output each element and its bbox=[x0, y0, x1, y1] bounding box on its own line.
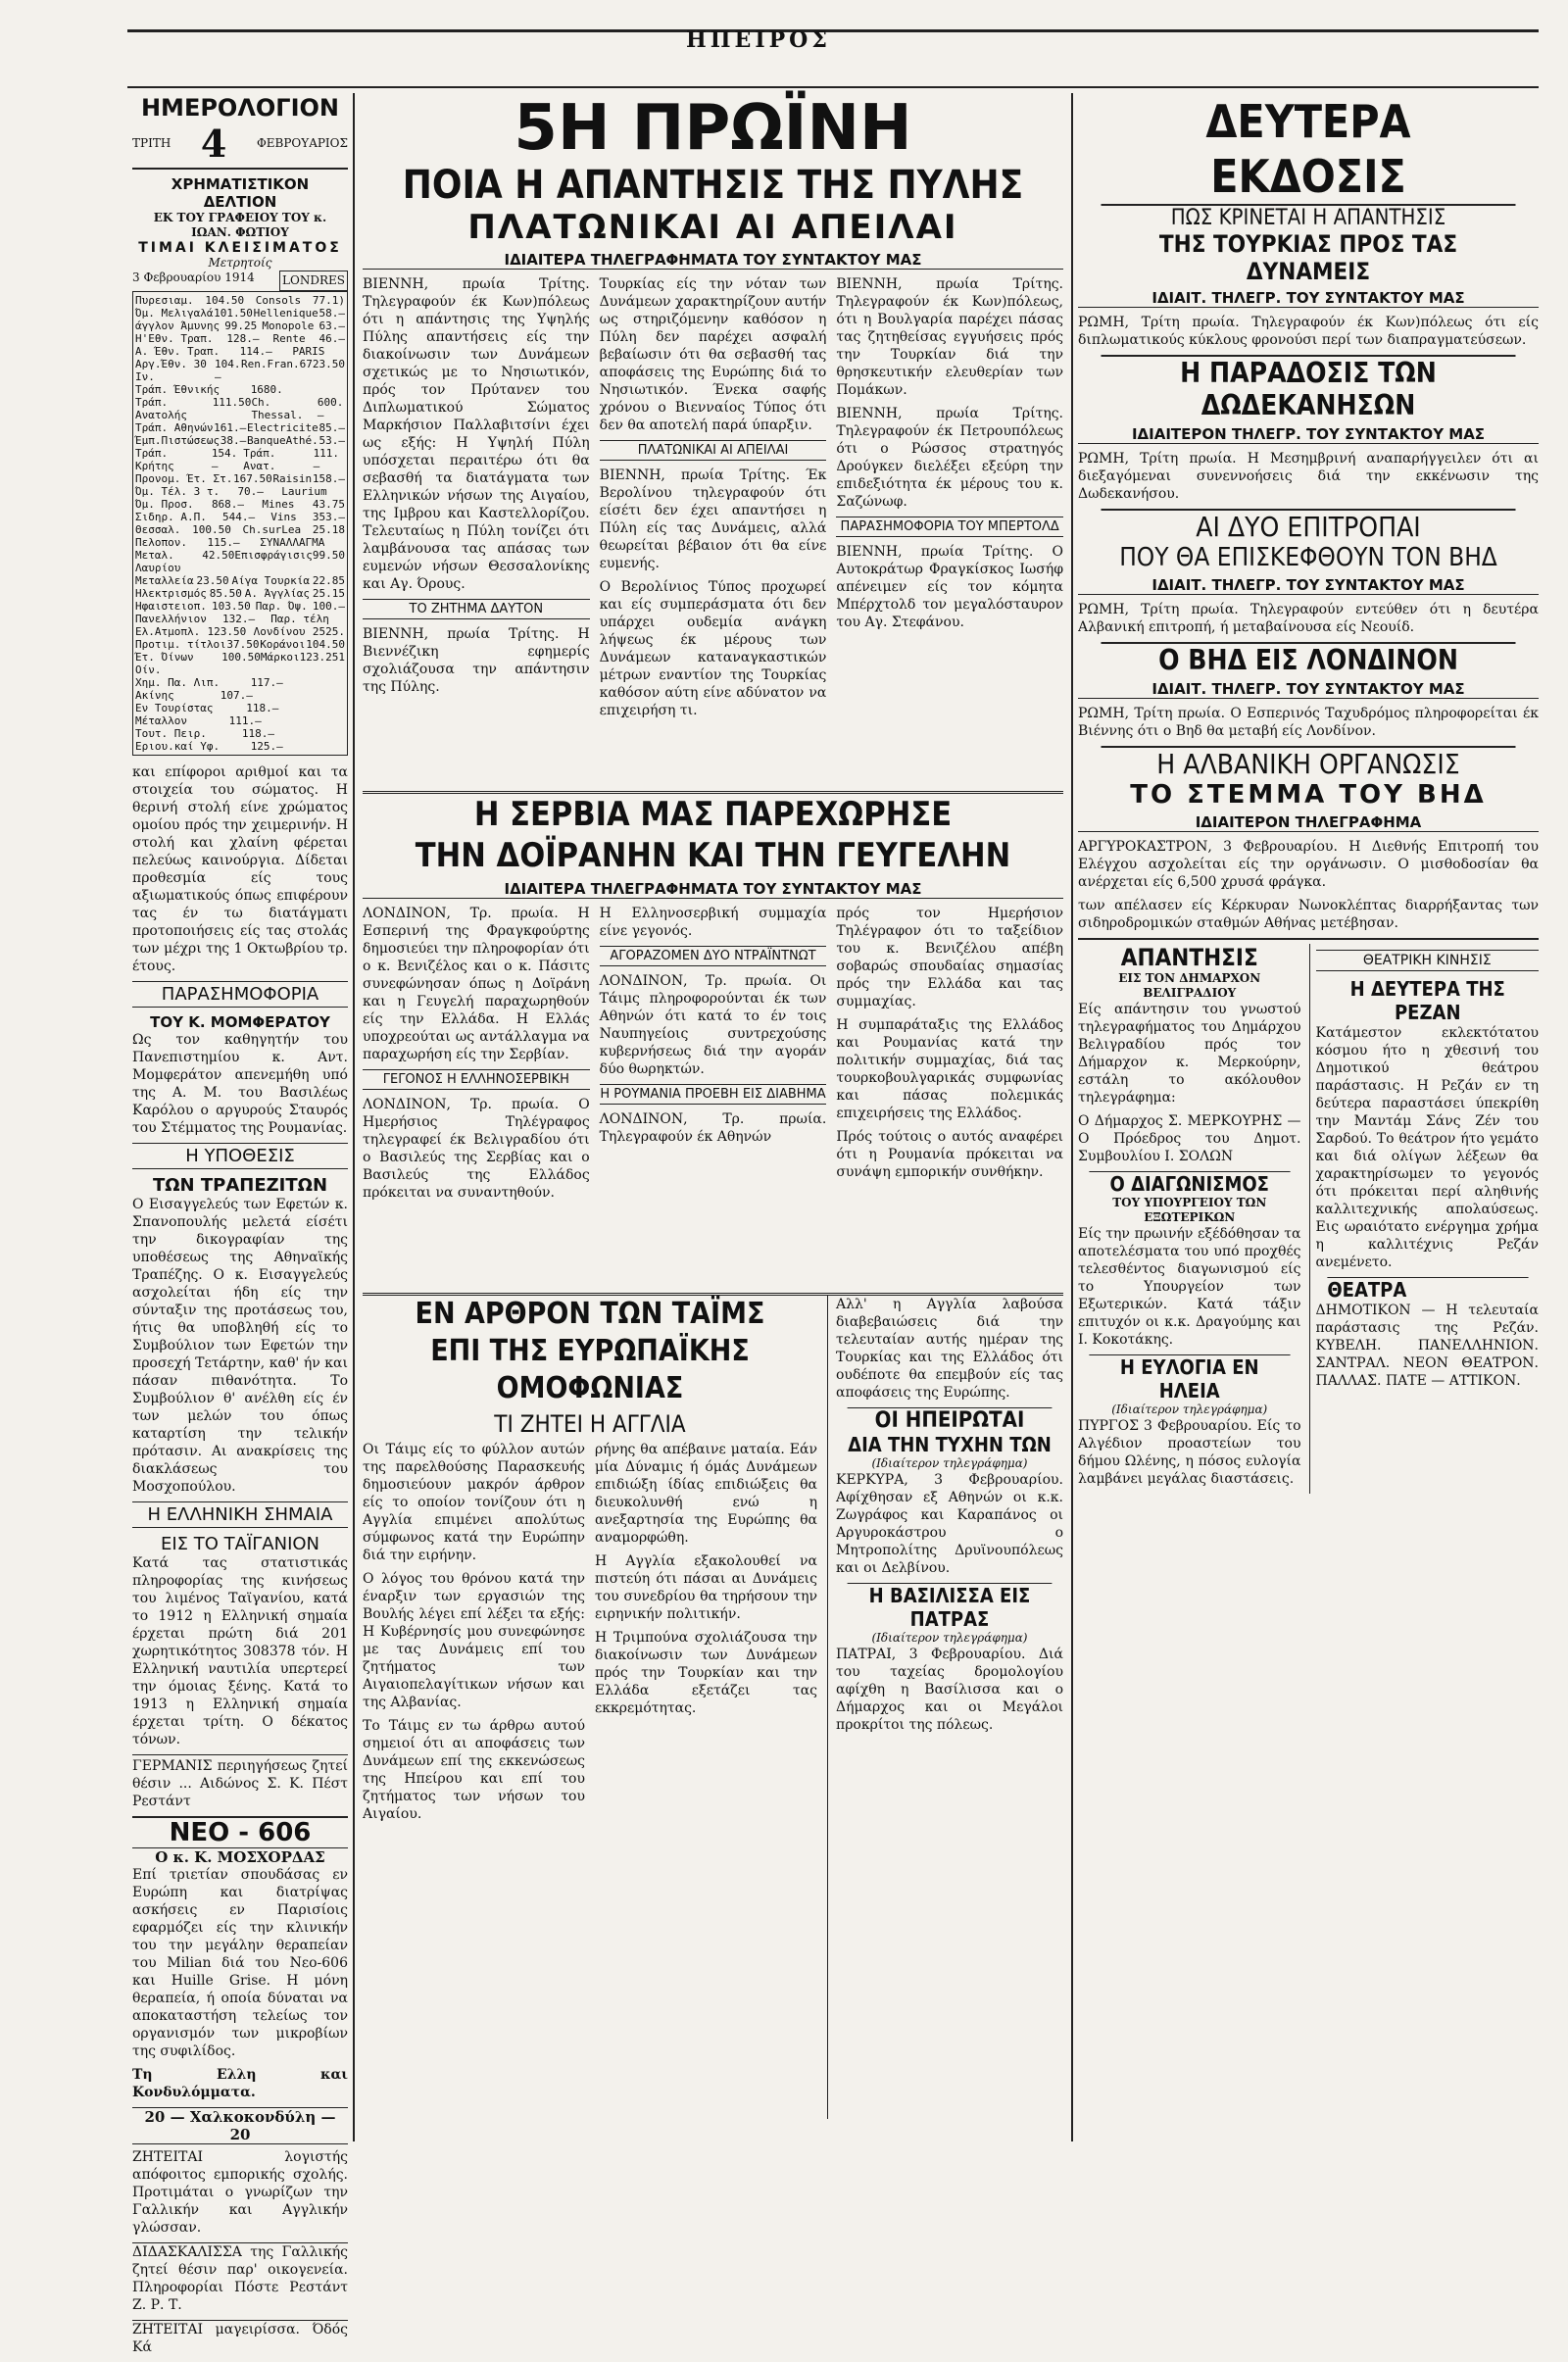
times-subheadline: ΕΠΙ ΤΗΣ ΕΥΡΩΠΑΪΚΗΣ ΟΜΟΦΩΝΙΑΣ bbox=[430, 1334, 750, 1405]
rate-cell: 2525. bbox=[312, 625, 345, 638]
pyle-col-2 bbox=[600, 275, 827, 785]
rate-cell: Raisin bbox=[272, 472, 313, 485]
rate-cell: Τουτ. Πειρ. bbox=[135, 727, 207, 740]
rate-cell: Πελοπον. bbox=[135, 536, 187, 549]
rate-cell: 103.50 bbox=[211, 600, 251, 613]
epirotes-text: ΚΕΡΚΥΡΑ, 3 Φεβρουαρίου. Αφίχθησαν εξ Αθηνών οι κ.κ. Ζωγράφος και Καραπάνος οι Αργυροκάστρου ο Μητροπολίτης Δρυϊνουπόλεως και οι Δελβίνου. bbox=[836, 1472, 1063, 1576]
dodecanese-text: ΡΩΜΗ, Τρίτη πρωία. Η Μεσημβρινή αναπαρήγγειλεν ότι αι διεξαγόμεναι συνεννοήσεις διά την εκκένωσιν της Δωδεκανήσου. bbox=[1078, 451, 1539, 502]
pyle-col2-text2: ΒΙΕΝΝΗ, πρωία Τρίτης. Έκ Βερολίνου τηλεγραφούν ότι είσέτι δεν έχει απαντήσει η Πύλη είς τας Δυνάμεις, αλλά θεωρείται βέβαιον ότι θα είνε ευμενής. bbox=[599, 467, 827, 571]
german-ad: ΓΕΡΜΑΝΙΣ περιηγήσεως ζητεί θέσιν ... Αιδώνος Σ. Κ. Πέστ Ρεστάντ bbox=[132, 1754, 348, 1810]
rate-cell: 85.50 bbox=[209, 587, 242, 600]
pyle-headline: ΠΟΙΑ Η ΑΠΑΝΤΗΣΙΣ ΤΗΣ ΠΥΛΗΣ bbox=[402, 163, 1024, 208]
calendar-month: ΦΕΒΡΟΥΑΡΙΟΣ bbox=[256, 136, 348, 150]
rate-cell: 63.— bbox=[318, 320, 345, 332]
rate-cell: 38.— bbox=[220, 434, 247, 447]
rate-cell: Η'Εθν. Τραπ. bbox=[135, 332, 214, 345]
turkey-text: ΡΩΜΗ, Τρίτη πρωία. Τηλεγραφούν έκ Κων)πόλεως ότι είς διπλωματικούς κύκλους φρονούσι περί των διαπραγματεύσεων. bbox=[1078, 315, 1539, 348]
rate-row bbox=[135, 294, 345, 307]
rate-row bbox=[135, 574, 345, 587]
committees-text: ΡΩΜΗ, Τρίτη πρωία. Τηλεγραφούν εντεύθεν ότι η δευτέρα Αλβανική επιτροπή, ή μεταβαίνουσα είς Νεουίδ. bbox=[1078, 602, 1539, 635]
pyle-col-3 bbox=[836, 275, 1063, 785]
rate-cell: Vins bbox=[270, 511, 297, 523]
uniform-text: και επίφοροι αριθμοί και τα στοιχεία του σώματος. Η θερινή στολή είνε χρώματος ομοίου πρός την χειμερινήν. Η στολή και χλαίνη φέρεται πελεύως καινούργια. Δίδεται προθεσμία είς τους αξιωματικούς όπως επιφέρουν τας έν τω διατάγματι προτοποιήσεις είς τας στολάς των μέχρι της 1 Οκτωβρίου τρ. έτους. bbox=[132, 764, 348, 974]
rate-row bbox=[135, 485, 345, 498]
queen-note: (Ιδιαίτερον τηλεγράφημα) bbox=[871, 1631, 1028, 1645]
albanian-text2: των απέλασεν είς Κέρκυραν Νωνοκλέπτας διαρρήξαντας των σιδηροδρομικών σταθμών Αθήνας μετέβησαν. bbox=[1078, 898, 1539, 931]
rate-cell: Όμ. Τέλ. 3 τ. bbox=[135, 485, 220, 498]
rate-cell: 104.— bbox=[215, 358, 241, 383]
rate-row bbox=[135, 447, 345, 472]
rate-cell: Κοράνοι bbox=[260, 638, 306, 651]
rate-cell: Α. Έθν. Τραπ. bbox=[135, 345, 220, 358]
pyle-subheadline: ΠΛΑΤΩΝΙΚΑΙ ΑΙ ΑΠΕΙΛΑΙ bbox=[467, 208, 958, 247]
rate-cell: 600.— bbox=[317, 396, 344, 421]
rate-cell: Αίγα Τουρκία bbox=[231, 574, 310, 587]
rate-cell: 58.— bbox=[318, 307, 345, 320]
smallpox-title: Η ΕΥΛΟΓΙΑ ΕΝ ΗΛΕΙΑ bbox=[1089, 1354, 1290, 1402]
contest-title: Ο ΔΙΑΓΩΝΙΣΜΟΣ bbox=[1089, 1171, 1290, 1196]
rate-cell: Ακίνης bbox=[135, 689, 174, 702]
rate-cell: Σιδηρ. Α.Π. bbox=[135, 511, 207, 523]
rate-cell: Επισφράγισις bbox=[234, 549, 313, 562]
rate-cell: 70.— bbox=[237, 485, 264, 498]
exchange-place: Μετρητοίς bbox=[208, 256, 272, 270]
lower-right bbox=[1078, 938, 1539, 1494]
rate-cell: Προτιμ. τίτλοι bbox=[135, 638, 226, 651]
rate-cell: 1680. bbox=[250, 383, 283, 396]
rate-row bbox=[135, 676, 345, 689]
pyle-columns bbox=[363, 275, 1063, 785]
albanian-org-title: Η ΑΛΒΑΝΙΚΗ ΟΡΓΑΝΩΣΙΣ bbox=[1102, 746, 1516, 780]
top-strip bbox=[127, 0, 1539, 32]
rate-row bbox=[135, 536, 345, 549]
wanted-teacher: ΔΙΔΑΣΚΑΛΙΣΣΑ της Γαλλικής ζητεί θέσιν παρ' οικογενεία. Πληροφορίαι Πόστε Ρεστάντ Ζ. Ρ. Τ. bbox=[132, 2244, 348, 2313]
wied-london-title: Ο ΒΗΔ ΕΙΣ ΛΟΝΔΙΝΟΝ bbox=[1102, 642, 1516, 676]
times-question: ΤΙ ΖΗΤΕΙ Η ΑΓΓΛΙΑ bbox=[494, 1410, 686, 1438]
rate-cell: Ηφαιστειοπ. bbox=[135, 600, 207, 613]
pyle-col3-text3: ΒΙΕΝΝΗ, πρωία Τρίτης. Ο Αυτοκράτωρ Φραγκίσκος Ιωσήφ απένειμεν είς τον κόμητα Μπέρχτολδ τον μεγαλόσταυρον του Αγ. Στεφάνου. bbox=[836, 544, 1063, 630]
rate-cell: 115.— bbox=[207, 536, 240, 549]
theatres-title: ΘΕΑΤΡΑ bbox=[1327, 1277, 1528, 1302]
rate-cell: Μεταλ. Λαυρίου bbox=[135, 549, 181, 574]
wanted-accountant: ΖΗΤΕΙΤΑΙ λογιστής απόφοιτος εμπορικής σχολής. Προτιμάται ο γνωρίζων την Γαλλικήν και Αγγλικήν γλώσσαν. bbox=[132, 2149, 348, 2236]
theatre-news-title: ΘΕΑΤΡΙΚΗ ΚΙΝΗΣΙΣ bbox=[1316, 950, 1540, 971]
neo606-doctor: Ο κ. Κ. ΜΟΣΧΟΡΔΑΣ bbox=[155, 1848, 325, 1866]
flag-title: Η ΕΛΛΗΝΙΚΗ ΣΗΜΑΙΑ bbox=[132, 1501, 348, 1528]
rate-cell: 117.— bbox=[250, 676, 283, 689]
rate-row bbox=[135, 638, 345, 651]
pyle-tele-title: ΙΔΙΑΙΤΕΡΑ ΤΗΛΕΓΡΑΦΗΜΑΤΑ ΤΟΥ ΣΥΝΤΑΚΤΟΥ ΜΑΣ bbox=[363, 251, 1063, 270]
rate-row bbox=[135, 358, 345, 383]
rate-cell: άγγλον Άμυνης bbox=[135, 320, 220, 332]
lower-right-right bbox=[1309, 944, 1540, 1494]
rate-cell: ΣΥΝΑΛΛΑΓΜΑ bbox=[260, 536, 325, 549]
edition-title: 5Η ΠΡΩΪΝΗ bbox=[514, 92, 912, 165]
rate-cell: Όμ. Μελιγαλά bbox=[135, 307, 214, 320]
queen-text: ΠΑΤΡΑΙ, 3 Φεβρουαρίου. Διά του ταχείας δρομολογίου αφίχθη η Βασίλισσα και ο Δήμαρχος και οι Μεγάλοι προκρίτοι της πόλεως. bbox=[836, 1647, 1063, 1733]
rejane-title: Η ΔΕΥΤΕΡΑ ΤΗΣ ΡΕΖΑΝ bbox=[1349, 977, 1505, 1024]
rate-cell: 43.75 bbox=[312, 498, 345, 511]
rate-row bbox=[135, 307, 345, 320]
times-col-2 bbox=[595, 1441, 817, 2146]
column-rule bbox=[353, 93, 355, 2141]
dodecanese-tele-title: ΙΔΙΑΙΤΕΡΟΝ ΤΗΛΕΓΡ. ΤΟΥ ΣΥΝΤΑΚΤΟΥ ΜΑΣ bbox=[1078, 425, 1539, 444]
bankers-case-title: Η ΥΠΟΘΕΣΙΣ bbox=[132, 1143, 348, 1169]
committees-subtitle: ΠΟΥ ΘΑ ΕΠΙΣΚΕΦΘΟΥΝ ΤΟΝ ΒΗΔ bbox=[1119, 543, 1497, 572]
rate-row bbox=[135, 625, 345, 638]
answer-subtitle: ΕΙΣ ΤΟΝ ΔΗΜΑΡΧΟΝ ΒΕΛΙΓΡΑΔΙΟΥ bbox=[1118, 971, 1261, 1000]
queen-title: Η ΒΑΣΙΛΙΣΣΑ ΕΙΣ ΠΑΤΡΑΣ bbox=[848, 1583, 1053, 1631]
right-column bbox=[1078, 94, 1539, 2142]
exchange-date-row bbox=[132, 271, 348, 291]
decoration-text: Ως τον καθηγητήν του Πανεπιστημίου κ. Αντ. Μομφεράτον απενεμήθη υπό της Α. Μ. του Βασιλέως Καρόλου ο αργυρούς Σταυρός του Στέμματος της Ρουμανίας. bbox=[132, 1032, 348, 1136]
rate-cell: Laurium bbox=[281, 485, 327, 498]
times-col2-text: ρήνης θα απέβαινε ματαία. Εάν μία Δύναμις ή όμάς Δυνάμεων επιδιώξη ίδίας επιδιώξεις θα διευκολυνθή ενώ η ανεξαρτησία της Ευρώπης θα αναμορφώθη. bbox=[595, 1442, 817, 1546]
rate-row bbox=[135, 600, 345, 613]
pyle-col3-subtitle: ΠΑΡΑΣΗΜΟΦΟΡΙΑ ΤΟΥ ΜΠΕΡΤΟΛΔ bbox=[836, 517, 1063, 537]
serbia-col-3 bbox=[836, 905, 1063, 1287]
rate-cell: Ren.Fran. bbox=[241, 358, 300, 370]
rate-row bbox=[135, 320, 345, 332]
answer-signature: Ο Δήμαρχος Σ. ΜΕΡΚΟΥΡΗΣ — Ο Πρόεδρος του Δημοτ. Συμβουλίου Ι. ΣΟΛΩΝ bbox=[1078, 1113, 1301, 1164]
rate-cell: 111.— bbox=[228, 714, 262, 727]
rate-row bbox=[135, 714, 345, 727]
epirotes-note: (Ιδιαίτερον τηλεγράφημα) bbox=[871, 1456, 1028, 1470]
rate-cell: Consols bbox=[255, 294, 302, 307]
epirotes-title: ΟΙ ΗΠΕΙΡΩΤΑΙ bbox=[848, 1407, 1053, 1433]
rate-row bbox=[135, 702, 345, 714]
calendar-weekday: ΤΡΙΤΗ bbox=[132, 136, 172, 150]
column-rule bbox=[1071, 93, 1073, 2141]
masthead: ΗΠΕΙΡΟΣ bbox=[686, 27, 831, 53]
rate-row bbox=[135, 511, 345, 523]
rate-cell: Προνομ. Έτ. Στ. bbox=[135, 472, 233, 485]
rate-cell: 868.— bbox=[211, 498, 245, 511]
rate-cell: 25.15 bbox=[312, 587, 345, 600]
rate-cell: Monopole bbox=[262, 320, 315, 332]
rate-row bbox=[135, 421, 345, 434]
rate-cell: Τράπ. Κρήτης bbox=[135, 447, 174, 472]
rate-cell: Ηλεκτρισμός bbox=[135, 587, 207, 600]
epirotes-subtitle: ΔΙΑ ΤΗΝ ΤΥΧΗΝ ΤΩΝ bbox=[848, 1433, 1052, 1456]
rate-cell: 22.85 bbox=[312, 574, 345, 587]
wied-london-text: ΡΩΜΗ, Τρίτη πρωία. Ο Εσπερινός Ταχυδρόμος πληροφορείται έκ Βιέννης ότι ο Βηδ θα μεταβή είς Λονδίνον. bbox=[1078, 706, 1539, 739]
rate-cell: Λονδίνου bbox=[253, 625, 306, 638]
pyle-col2-text3: Ο Βερολίνιος Τύπος προχωρεί και είς συμπεράσματα ότι δεν υπάρχει ουδεμία ανάγκη λήψεως έκ μέρους των Δυνάμεων καταναγκαστικών μέτρων εναντίον της Τουρκίας καθόσον αύτη είνε αδύνατον να επιχειρήση τι. bbox=[599, 579, 827, 718]
rate-cell: Rente bbox=[272, 332, 306, 345]
rate-cell: 107.— bbox=[220, 689, 253, 702]
wanted-cook: ΖΗΤΕΙΤΑΙ μαγειρίσσα. Όδός Κά bbox=[132, 2322, 348, 2355]
rate-cell: 544.— bbox=[221, 511, 256, 523]
left-column bbox=[132, 94, 348, 2362]
wied-london-tele-title: ΙΔΙΑΙΤ. ΤΗΛΕΓΡ. ΤΟΥ ΣΥΝΤΑΚΤΟΥ ΜΑΣ bbox=[1078, 680, 1539, 699]
contest-subtitle: ΤΟΥ ΥΠΟΥΡΓΕΙΟΥ ΤΩΝ ΕΞΩΤΕΡΙΚΩΝ bbox=[1112, 1196, 1267, 1224]
exchange-rates-title: ΤΙΜΑΙ ΚΛΕΙΣΙΜΑΤΟΣ bbox=[138, 240, 342, 256]
rate-cell: 118.— bbox=[241, 727, 274, 740]
lower-right-left bbox=[1078, 944, 1301, 1494]
rate-row bbox=[135, 689, 345, 702]
rate-cell: Mines bbox=[262, 498, 295, 511]
rate-row bbox=[135, 383, 345, 396]
calendar-day: 4 bbox=[200, 122, 227, 166]
rate-cell: 104.50 bbox=[205, 294, 245, 307]
contest-text: Είς την πρωινήν εξέδόθησαν τα αποτελέσματα του υπό προχθές τελεσθέντος διαγωνισμού είς το Υπουργείον των Εξωτερικών. Κατά τάξιν επιτυχόν οι κ.κ. Δραγούμης και Ι. Κοκοτάκης. bbox=[1078, 1226, 1301, 1348]
rate-cell: Όμ. Προσ. bbox=[135, 498, 194, 511]
rate-cell: Τράπ. Αθηνών bbox=[135, 421, 214, 434]
rejane-text: Κατάμεστον εκλεκτότατου κόσμου ήτο η χθεσινή του Δημοτικού θεάτρου παράστασις. Η Ρεζάν εν τη δεύτερα παραστάσει ύπεκρίθη την Μαντάμ Σάνς Ζέν του Σαρδού. Το θεάτρον ήτο γεμάτο και διά ολίγων λέξεων θα χαρακτηρίσωμεν το γεγονός ότι πρόκειται περί αληθινής καλλιτεχνικής απολαύσεως. Εις ωραιότατο ενέργημα χρήμα η καλλιτέχνις Ρεζάν ανεμένετο. bbox=[1315, 1025, 1539, 1270]
answer-title: ΑΠΑΝΤΗΣΙΣ bbox=[1120, 944, 1258, 971]
rate-cell: 100.— bbox=[312, 600, 345, 613]
rate-cell: 85.— bbox=[318, 421, 345, 434]
rate-cell: Χημ. Πα. Λιπ. bbox=[135, 676, 220, 689]
serbia-col1-subtitle: ΓΕΓΟΝΟΣ Η ΕΛΛΗΝΟΣΕΡΒΙΚΗ bbox=[363, 1069, 590, 1090]
exchange-title: ΧΡΗΜΑΤΙΣΤΙΚΟΝ ΔΕΛΤΙΟΝ bbox=[171, 175, 310, 211]
pyle-col3-text: ΒΙΕΝΝΗ, πρωία Τρίτης. Τηλεγραφούν έκ Κων)πόλεως, ότι η Βουλγαρία παρέχει πάσας τας ζητηθείσας εγγυήσεις πρός την Τουρκίαν διά την θρησκευτικήν ελευθερίαν των Πομάκων. bbox=[836, 276, 1063, 398]
committees-title: ΑΙ ΔΥΟ ΕΠΙΤΡΟΠΑΙ bbox=[1102, 509, 1516, 543]
rate-row bbox=[135, 523, 345, 536]
pyle-col1-text: ΒΙΕΝΝΗ, πρωία Τρίτης. Τηλεγραφούν έκ Κων)πόλεως ότι η απάντησις της Υψηλής Πύλης απαντήσεις είς την διακοίνωσιν των Δυνάμεων σχετικώς με το Νησιωτικόν, πρός τον Πρύτανεν του Διπλωματικού Σώματος Μαρκήσιον Παλλαβιτσίνι έχει ως εξής: Η Υψηλή Πύλη υπόσχεται περαιτέρω ότι θα σεβασθή τα διατάγματα των Ελληνικών νήσων της Αιγαίου, της Ιμβρου και Καστελλορίζου. Τελευταίως η Πύλη τονίζει ότι λαμβάνουσα τας απάσας των ευμενών νήσων Θεσσαλονίκης και Αγ. Όρους. bbox=[363, 276, 590, 592]
rate-cell: 100.50 bbox=[221, 651, 261, 664]
times-columns bbox=[363, 1441, 817, 2146]
serbia-col2-text: Η Ελληνοσερβική συμμαχία είνε γεγονός. bbox=[599, 906, 827, 939]
rate-cell: Electricite bbox=[246, 421, 318, 434]
theatres-list: ΔΗΜΟΤΙΚΟΝ — Η τελευταία παράστασις της Ρεζάν. ΚΥΒΕΛΗ. ΠΑΝΕΛΛΗΝΙΟΝ. ΣΑΝΤΡΑΛ. ΝΕΟΝ ΘΕΑΤΡΟΝ. ΠΑΛΛΑΣ. ΠΑΤΕ — ΑΤΤΙΚΟΝ. bbox=[1315, 1303, 1539, 1389]
times-headline: ΕΝ ΑΡΘΡΟΝ ΤΩΝ ΤΑΪΜΣ bbox=[415, 1297, 765, 1331]
rate-cell: Μάρκοι bbox=[260, 651, 300, 664]
rate-cell: Παρ. τέλη bbox=[270, 613, 329, 625]
times-col1-text: Οι Τάιμς είς το φύλλον αυτών της παρελθούσης Παρασκευής δημοσιεύουν μακρόν άρθρον είς το οποίον τονίζουν ότι η Αγγλία επιμένει απολύτως σύμφωνος κατά την Ευρώπην διά την ειρήνην. bbox=[363, 1442, 585, 1563]
decoration-subtitle: ΤΟΥ Κ. ΜΟΜΦΕΡΑΤΟΥ bbox=[150, 1013, 330, 1031]
rate-cell: Τράπ. Ανατ. bbox=[243, 447, 276, 472]
rate-cell: 132.— bbox=[221, 613, 256, 625]
rate-cell: 77.1) bbox=[312, 294, 345, 307]
times-article bbox=[363, 1296, 817, 2146]
times-col3-text: Αλλ' η Αγγλία λαβούσα διαβεβαιώσεις διά την τελευταίαν αυτής ημέραν της Τουρκίας και της Ελλάδος ότι ουδέποτε θα επεμβούν είς τας αποφάσεις της Ευρώπης. bbox=[836, 1297, 1063, 1401]
serbia-col3-text3: Πρός τούτοις ο αυτός αναφέρει ότι η Ρουμανία πρόκειται να συνάψη εμπορικήν συνθήκην. bbox=[836, 1129, 1063, 1180]
rate-cell: 161.— bbox=[214, 421, 247, 434]
pyle-col3-text2: ΒΙΕΝΝΗ, πρωία Τρίτης. Τηλεγραφούν έκ Πετρουπόλεως ότι ο Ρώσσος στρατηγός Δρούγκεν διελέξει εξεύρη την επιδεξιότητα έκ μέρους του κ. Σαζώνωφ. bbox=[836, 406, 1063, 510]
second-edition-title: ΔΕΥΤΕΡΑ ΕΚΔΟΣΙΣ bbox=[1102, 94, 1516, 206]
rate-cell: Εριου.καί Υφ. bbox=[135, 740, 220, 753]
rate-cell: 118.— bbox=[246, 702, 279, 714]
serbia-subheadline: ΤΗΝ ΔΟΪΡΑΝΗΝ ΚΑΙ ΤΗΝ ΓΕΥΓΕΛΗΝ bbox=[415, 836, 1011, 875]
rate-cell: Έτ. Όίνων Οίν. bbox=[135, 651, 194, 676]
calendar-date bbox=[132, 122, 348, 170]
serbia-col1-text: ΛΟΝΔΙΝΟΝ, Τρ. πρωία. Η Εσπερινή της Φραγκφούρτης δημοσιεύει την πληροφορίαν ότι ο κ. Βενιζέλος και ο κ. Πάσιτς συνεφώνησαν όπως η Δοϊράνη και η Γευγελή παραχωρηθούν είς την Ελλάδα. Η Ελλάς υποχρεούται ως αντάλλαγμα να παραχωρήση είς την Σερβίαν. bbox=[363, 906, 590, 1062]
times-col2-text3: Η Τριμπούνα σχολιάζουσα την διακοίνωσιν των Δυνάμεων πρός την Τουρκίαν και την Ελλάδα εξετάζει τας εκκρεμότητας. bbox=[595, 1630, 817, 1716]
rate-cell: 23.50 bbox=[196, 574, 229, 587]
times-col1-text3: Το Τάιμς εν τω άρθρω αυτού σημειοί ότι αι αποφάσεις των Δυνάμεων επί της εκκενώσεως της Ηπείρου και επί του ζητήματος των νήσων του Αιγαίου. bbox=[363, 1718, 585, 1822]
bankers-case-text: Ο Εισαγγελεύς των Εφετών κ. Σπανοπουλής μελετά είσέτι την δικογραφίαν της υποθέσεως της Αθηναϊκής Τραπέζης. Ο κ. Εισαγγελεύς ασχολείται ήδη είς την σύνταξιν της προτάσεως του, ήτις θα υποβληθή είς το Συμβούλιον των Εφετών την προσεχή Τετάρτην, καθ' ήν και πάσαν πιθανότητα. Το Συμβούλιον θ' ανέλθη είς έν των μελών του όπως καταρτίση την τελικήν πρότασιν. Αι ανακρίσεις της διακλάσεως του Μοσχοπούλου. bbox=[132, 1197, 348, 1495]
rate-cell: Μεταλλεία bbox=[135, 574, 194, 587]
header-rule bbox=[127, 86, 1539, 88]
dodecanese-title: Η ΠΑΡΑΔΟΣΙΣ ΤΩΝ ΔΩΔΕΚΑΝΗΣΩΝ bbox=[1102, 355, 1516, 421]
serbia-col-2 bbox=[600, 905, 827, 1287]
answer-text: Είς απάντησιν του γνωστού τηλεγραφήματος του Δημάρχου Βελιγραδίου πρός τον Δήμαρχον κ. Μερκούρην, εστάλη το ακόλουθον τηλεγράφημα: bbox=[1078, 1002, 1301, 1106]
albanian-crown-title: ΤΟ ΣΤΕΜΜΑ ΤΟΥ ΒΗΔ bbox=[1130, 780, 1487, 810]
rate-cell: Έμπ.Πιστώσεως bbox=[135, 434, 220, 447]
rate-cell: 158.— bbox=[312, 472, 345, 485]
rate-cell: 53.— bbox=[318, 434, 345, 447]
rate-cell: Τράπ. Ανατολής bbox=[135, 396, 187, 421]
serbia-headline: Η ΣΕΡΒΙΑ ΜΑΣ ΠΑΡΕΧΩΡΗΣΕ bbox=[473, 795, 953, 834]
serbia-col3-text2: Η συμπαράταξις της Ελλάδος και Ρουμανίας κατά την πολιτικήν συμμαχίας, διά τας τουρκοβουλγαρικάς συμφωνίας και πάσας πολεμικάς επιχειρήσεις της Ελλάδος. bbox=[836, 1017, 1063, 1121]
rate-row bbox=[135, 434, 345, 447]
flag-text: Κατά τας στατιστικάς πληροφορίας της κινήσεως του λιμένος Ταϊγανίου, κατά το 1912 η Ελληνική σημαία έρχεται πρώτη διά 201 χωρητικότητος 308378 τόν. Η Ελληνική ναυτιλία υπερτερεί την όμοιας ξένης. Κατά το 1913 η Ελληνική σημαία έρχεται τρίτη. Ο δέκατος τόνων. bbox=[132, 1555, 348, 1747]
rate-cell: 100.50 bbox=[192, 523, 231, 536]
rate-row bbox=[135, 396, 345, 421]
rate-cell: 99.25 bbox=[224, 320, 258, 332]
serbia-col2-subtitle2: Η ΡΟΥΜΑΝΙΑ ΠΡΟΕΒΗ ΕΙΣ ΔΙΑΒΗΜΑ bbox=[600, 1084, 827, 1105]
neo606-address: Τη Ελλη και Κονδυλόμματα. bbox=[132, 2067, 348, 2100]
rate-cell: 123.50 bbox=[207, 625, 247, 638]
bankers-case-subtitle: ΤΩΝ ΤΡΑΠΕΖΙΤΩΝ bbox=[152, 1175, 328, 1196]
turkey-tele-title: ΙΔΙΑΙΤ. ΤΗΛΕΓΡ. ΤΟΥ ΣΥΝΤΑΚΤΟΥ ΜΑΣ bbox=[1078, 289, 1539, 308]
smallpox-text: ΠΥΡΓΟΣ 3 Φεβρουαρίου. Είς το Αλγέδιον προαστείων του δήμου Ωλένης, η πόσος ευλογία λαμβάνει μεγάλας διαστάσεις. bbox=[1078, 1418, 1301, 1487]
exchange-source: ΕΚ ΤΟΥ ΓΡΑΦΕΙΟΥ ΤΟΥ κ. ΙΩΑΝ. ΦΩΤΙΟΥ bbox=[153, 211, 327, 239]
rate-cell: 125.— bbox=[250, 740, 283, 753]
rate-row bbox=[135, 472, 345, 485]
rate-cell: Hellenique bbox=[253, 307, 318, 320]
rate-cell: 101.50 bbox=[214, 307, 253, 320]
exchange-rates-table bbox=[132, 291, 348, 756]
rate-row bbox=[135, 727, 345, 740]
smallpox-note: (Ιδιαίτερον τηλεγράφημα) bbox=[1111, 1402, 1268, 1416]
serbia-col-1 bbox=[363, 905, 590, 1287]
rate-cell: Ch.surLea bbox=[242, 523, 302, 536]
side-articles bbox=[827, 1296, 1063, 2119]
rate-cell: 111.— bbox=[313, 447, 340, 472]
exchange-london: LONDRES bbox=[279, 271, 348, 291]
turkey-answer-subtitle: ΤΗΣ ΤΟΥΡΚΙΑΣ ΠΡΟΣ ΤΑΣ ΔΥΝΑΜΕΙΣ bbox=[1158, 230, 1458, 285]
serbia-col2-text3: ΛΟΝΔΙΝΟΝ, Τρ. πρωία. Τηλεγραφούν έκ Αθηνών bbox=[599, 1111, 827, 1145]
pyle-col1-text2: ΒΙΕΝΝΗ, πρωία Τρίτης. Η Βιεννέζικη εφημερίς σχολιάζουσα την απάντησιν της Πύλης. bbox=[363, 626, 590, 695]
albanian-text: ΑΡΓΥΡΟΚΑΣΤΡΟΝ, 3 Φεβρουαρίου. Η Διεθνής Επιτροπή του Ελέγχου ασχολείται είς την οργάνωσιν. Ο μισθοδοσίαν θα ανέρχεται είς 6,500 χρυσά φράγκα. bbox=[1078, 839, 1539, 890]
rate-row bbox=[135, 549, 345, 574]
rate-cell: Αργ.Έθν. 30 Ιν. bbox=[135, 358, 207, 383]
rate-cell: Παρ. Όψ. bbox=[255, 600, 308, 613]
rate-cell: 111.50 bbox=[212, 396, 252, 409]
lower-center bbox=[363, 1296, 1063, 2146]
rate-cell: 46.— bbox=[318, 332, 345, 345]
turkey-answer-title: ΠΩΣ ΚΡΙΝΕΤΑΙ Η ΑΠΑΝΤΗΣΙΣ bbox=[1170, 206, 1446, 230]
rate-cell: PARIS bbox=[292, 345, 325, 358]
pyle-col2-subtitle: ΠΛΑΤΩΝΙΚΑΙ ΑΙ ΑΠΕΙΛΑΙ bbox=[600, 440, 827, 461]
exchange-date: 3 Φεβρουαρίου 1914 bbox=[132, 271, 255, 284]
serbia-col2-subtitle: ΑΓΟΡΑΖΟΜΕΝ ΔΥΟ ΝΤΡΑΪΝΤΝΩΤ bbox=[600, 946, 827, 966]
rate-row bbox=[135, 651, 345, 676]
rate-cell: Ch. Thessal. bbox=[251, 396, 304, 421]
serbia-columns bbox=[363, 905, 1063, 1287]
rate-cell: Μέταλλον bbox=[135, 714, 187, 727]
pyle-col2-text: Τουρκίας είς την νόταν των Δυνάμεων χαρακτηρίζουν αυτήν ως στηριζόμενην καθόσον η Πύλη δεν παρέχει ασφαλή βεβαίωσιν ότι θα σεβασθή τας αποφάσεις της Ευρώπης διά το Νησιωτικόν. Ένεκα σαφής χρόνου ο Βιενναίος Τύπος ότι δεν θα αποτελή παρά ύπαρξιν. bbox=[599, 276, 827, 433]
pyle-col1-subtitle: ΤΟ ΖΗΤΗΜΑ ΔΑΥΤΟΝ bbox=[363, 599, 590, 619]
rate-row bbox=[135, 498, 345, 511]
neo606-text: Επί τριετίαν σπουδάσας εν Ευρώπη και διατρίψας ασκήσεις εν Παρισίοις εφαρμόζει είς την κλινικήν του την μεγάλην θεραπείαν του Milian διά του Νεο-606 και Huille Grise. Η μόνη θεραπεία, ή οποία δύναται να αποκαταστήση τελείως τον οργανισμόν των μικροβίων της συφιλίδος. bbox=[132, 1867, 348, 2059]
rate-cell: 167.50 bbox=[233, 472, 272, 485]
rate-row bbox=[135, 332, 345, 345]
rate-cell: 99.50 bbox=[312, 549, 345, 562]
albanian-tele-title: ΙΔΙΑΙΤΕΡΟΝ ΤΗΛΕΓΡΑΦΗΜΑ bbox=[1078, 813, 1539, 832]
neo606-title: ΝΕΟ - 606 bbox=[132, 1816, 348, 1848]
rate-cell: BanqueAthé. bbox=[246, 434, 318, 447]
serbia-col2-text2: ΛΟΝΔΙΝΟΝ, Τρ. πρωία. Οι Τάιμς πληροφορούνται έκ των Αθηνών ότι κατά το έν τοις Ναυπηγείοις συντρεχούσης κυβερνήσεως διά την αγοράν δύο θωρηκτών. bbox=[599, 973, 827, 1077]
times-col2-text2: Η Αγγλία εξακολουθεί να πιστεύη ότι πάσαι αι Δυνάμεις του συνεδρίου θα τηρήσουν την ειρηνικήν πολιτικήν. bbox=[595, 1553, 817, 1622]
serbia-tele-title: ΙΔΙΑΙΤΕΡΑ ΤΗΛΕΓΡΑΦΗΜΑΤΑ ΤΟΥ ΣΥΝΤΑΚΤΟΥ ΜΑΣ bbox=[363, 880, 1063, 899]
rate-row bbox=[135, 345, 345, 358]
rate-cell: Α. Άγγλίας bbox=[244, 587, 310, 600]
center-column bbox=[363, 94, 1063, 2146]
rate-cell: Τράπ. Έθνικής bbox=[135, 383, 220, 396]
serbia-col3-text: πρός τον Ημερήσιον Τηλέγραφον ότι το ταξείδιον του κ. Βενιζέλου απέβη σοβαρώς σπουδαίας σημασίας πρός την Ελλάδα και τας συμμαχίας. bbox=[836, 906, 1063, 1009]
times-col-1 bbox=[363, 1441, 585, 2146]
rate-cell: Θεσσαλ. bbox=[135, 523, 181, 536]
decoration-title: ΠΑΡΑΣΗΜΟΦΟΡΙΑ bbox=[132, 981, 348, 1008]
rate-cell: 154.— bbox=[211, 447, 238, 472]
rate-cell: 114.— bbox=[239, 345, 272, 358]
flag-subtitle: ΕΙΣ ΤΟ ΤΑΪΓΑΝΙΟΝ bbox=[160, 1534, 320, 1554]
committees-tele-title: ΙΔΙΑΙΤ. ΤΗΛΕΓΡ. ΤΟΥ ΣΥΝΤΑΚΤΟΥ ΜΑΣ bbox=[1078, 576, 1539, 595]
rate-cell: 123.251 bbox=[299, 651, 345, 664]
rate-cell: 128.— bbox=[226, 332, 260, 345]
rate-cell: Ελ.Ατμοπλ. bbox=[135, 625, 201, 638]
rate-cell: 37.50 bbox=[226, 638, 260, 651]
rate-cell: 353.— bbox=[312, 511, 345, 523]
serbia-col1-text2: ΛΟΝΔΙΝΟΝ, Τρ. πρωία. Ο Ημερήσιος Τηλέγραφος τηλεγραφεί έκ Βελιγραδίου ότι ο Βασιλεύς της Σερβίας και ο Βασιλεύς της Ελλάδος πρόκειται να συναντηθούν. bbox=[363, 1097, 590, 1201]
rate-cell: 25.18 bbox=[312, 523, 345, 536]
rate-row bbox=[135, 740, 345, 753]
rate-row bbox=[135, 587, 345, 600]
calendar-title: ΗΜΕΡΟΛΟΓΙΟΝ bbox=[140, 94, 340, 122]
rate-cell: Πανελλήνιον bbox=[135, 613, 207, 625]
rate-cell: Πυρεσιαμ. bbox=[135, 294, 194, 307]
rate-cell: 42.50 bbox=[202, 549, 235, 562]
neo606-phone: 20 — Χαλκοκονδύλη — 20 bbox=[132, 2107, 348, 2144]
times-col1-text2: Ο λόγος του θρόνου κατά την έναρξιν των εργασιών της Βουλής λέγει επί λέξει τα εξής: Η Κυβέρνησίς μου συνεφώνησε με τας Δυνάμεις επί του ζητήματος των Αιγαιοπελαγίτικων νήσων και της Αλβανίας. bbox=[363, 1571, 585, 1710]
rate-cell: 6723.50 bbox=[299, 358, 345, 370]
rate-row bbox=[135, 613, 345, 625]
rate-cell: Εν Τουρίστας bbox=[135, 702, 214, 714]
pyle-col-1 bbox=[363, 275, 590, 785]
rate-cell: 104.50 bbox=[306, 638, 345, 651]
